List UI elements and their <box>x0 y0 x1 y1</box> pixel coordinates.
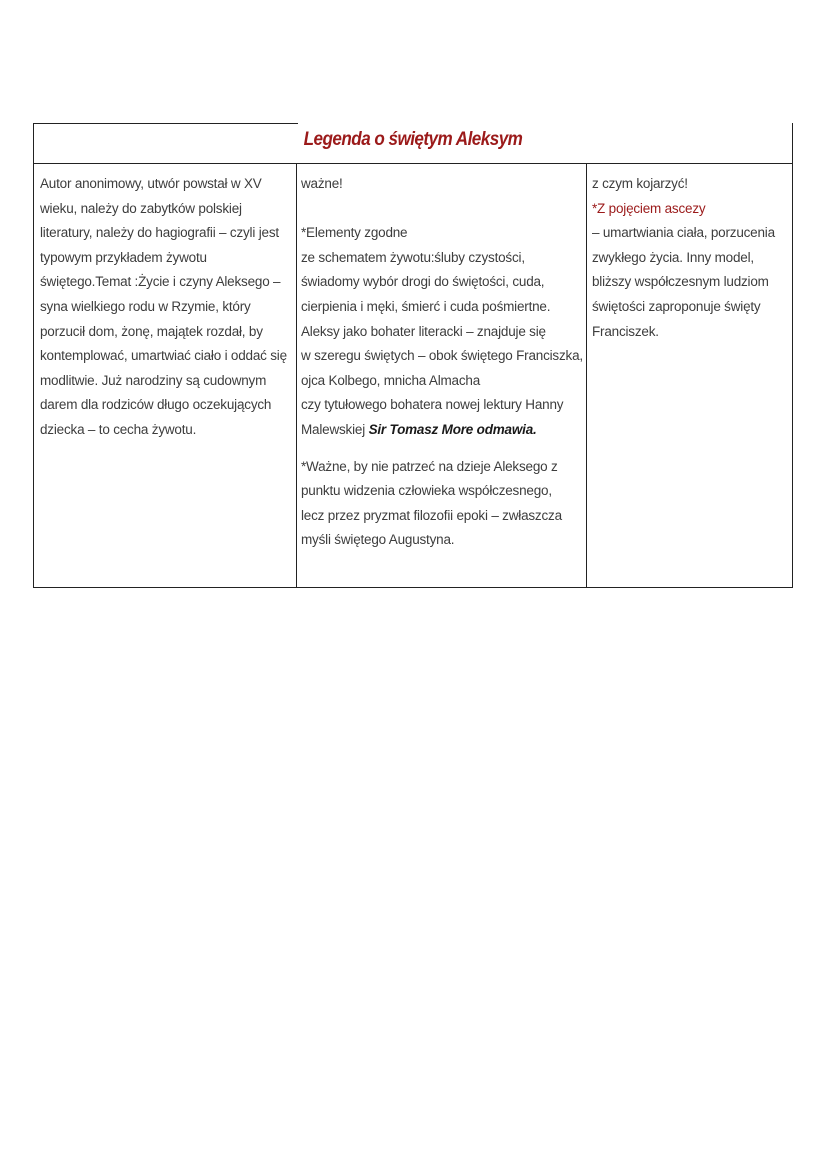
column-important <box>296 163 586 587</box>
text-line: w szeregu świętych – obok świętego Franciszka, <box>301 348 583 364</box>
text-line: świętego.Temat :Życie i czyny Aleksego – <box>40 274 281 290</box>
text-line: literatury, należy do hagiografii – czyli jest <box>40 225 279 241</box>
text-line: wieku, należy do zabytków polskiej <box>40 200 242 216</box>
text-line: *Elementy zgodne <box>301 225 408 241</box>
text-line: kontemplować, umartwiać ciało i oddać się <box>40 348 287 364</box>
column-heading: z czym kojarzyć! <box>592 176 688 191</box>
highlight-text: *Z pojęciem ascezy <box>592 200 706 216</box>
notes-table <box>33 123 793 588</box>
text-line: Aleksy jako bohater literacki – znajduje się <box>301 323 546 339</box>
text-line: darem dla rodziców długo oczekujących <box>40 397 272 413</box>
text-line: ojca Kolbego, mnicha Almacha <box>301 372 481 388</box>
table-content-row <box>33 163 793 588</box>
text-line: lecz przez pryzmat filozofii epoki – zwłaszcza <box>301 507 562 523</box>
text-line: Franciszek. <box>592 323 659 339</box>
column-associations <box>586 163 792 587</box>
text-line: świadomy wybór drogi do świętości, cuda, <box>301 274 545 290</box>
text-line: Autor anonimowy, utwór powstał w XV <box>40 176 262 191</box>
title-top-border <box>34 123 298 124</box>
text-line-with-title <box>301 418 586 443</box>
text-line: syna wielkiego rodu w Rzymie, który <box>40 298 251 314</box>
spacer <box>301 197 586 222</box>
table-title-row <box>33 123 793 164</box>
text-fragment: Malewskiej <box>301 421 369 437</box>
spacer <box>301 443 586 455</box>
text-line: świętości zaproponuje święty <box>592 298 761 314</box>
text-line: zwykłego życia. Inny model, <box>592 249 754 265</box>
text-line: porzucił dom, żonę, majątek rozdał, by <box>40 323 263 339</box>
text-line: ze schematem żywotu:śluby czystości, <box>301 249 525 265</box>
text-line: modlitwie. Już narodziny są cudownym <box>40 372 267 388</box>
page-title: Legenda o świętym Aleksym <box>303 129 523 150</box>
book-title-emphasis: Sir Tomasz More odmawia. <box>368 421 537 437</box>
text-line: – umartwiania ciała, porzucenia <box>592 225 775 241</box>
text-line: dziecka – to cecha żywotu. <box>40 421 197 437</box>
text-line: cierpienia i męki, śmierć i cuda pośmiertne. <box>301 298 551 314</box>
text-line: bliższy współczesnym ludziom <box>592 274 769 290</box>
text-line: typowym przykładem żywotu <box>40 249 207 265</box>
text-line: myśli świętego Augustyna. <box>301 532 455 548</box>
text-line: punktu widzenia człowieka współczesnego, <box>301 483 552 499</box>
text-line: *Ważne, by nie patrzeć na dzieje Aleksego z <box>301 458 558 474</box>
text-line: czy tytułowego bohatera nowej lektury Hanny <box>301 397 564 413</box>
column-summary <box>34 163 296 587</box>
column-heading: ważne! <box>301 176 343 191</box>
